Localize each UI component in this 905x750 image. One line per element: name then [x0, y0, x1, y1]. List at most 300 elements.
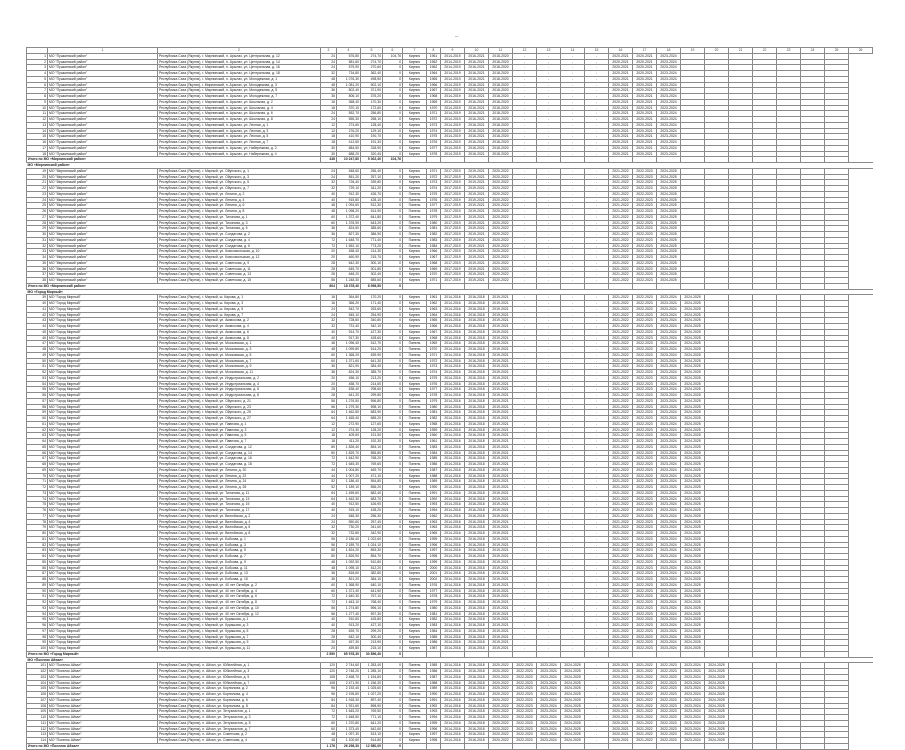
data-cell: 1 186,40 [337, 479, 361, 485]
data-cell: 40 [321, 335, 337, 341]
data-cell: 2017-2019 [441, 249, 465, 255]
data-cell: 2019-2021 [489, 577, 513, 583]
data-cell: 1995 [427, 720, 441, 726]
data-cell: 254,90 [361, 312, 383, 318]
data-cell: 0 [383, 122, 403, 128]
data-cell: 2024-2025 [561, 715, 585, 721]
data-cell: - [537, 243, 561, 249]
data-cell: - [585, 249, 609, 255]
data-cell: - [585, 410, 609, 416]
data-cell: - [585, 260, 609, 266]
data-cell: - [537, 352, 561, 358]
data-cell: - [561, 255, 585, 261]
data-cell: 16 [321, 301, 337, 307]
data-cell: 1965 [427, 318, 441, 324]
municipality-cell: МО "Город Мирный" [48, 513, 158, 519]
data-cell: - [561, 444, 585, 450]
data-cell: 824,30 [337, 370, 361, 376]
data-cell: 2021-2022 [609, 404, 633, 410]
data-cell: 2018-2020 [489, 111, 513, 117]
data-cell: Кирпич [403, 738, 427, 744]
data-cell: 215,10 [361, 646, 383, 652]
municipality-cell: МО "Город Мирный" [48, 577, 158, 583]
data-cell: Кирпич [403, 732, 427, 738]
data-cell: Кирпич [403, 76, 427, 82]
row-number: 90 [27, 588, 48, 594]
data-cell: 36 [321, 577, 337, 583]
data-cell: 2022-2023 [633, 490, 657, 496]
data-cell: 773,20 [361, 243, 383, 249]
data-cell: 2019-2021 [489, 611, 513, 617]
data-cell: 2019-2021 [489, 554, 513, 560]
data-cell: 1 648,70 [337, 237, 361, 243]
data-cell: 2020-2021 [633, 71, 657, 77]
data-cell: - [585, 709, 609, 715]
data-cell: 2022-2023 [633, 433, 657, 439]
data-cell: 2021-2022 [609, 375, 633, 381]
data-cell: 2024-2025 [705, 663, 729, 669]
data-cell: 28 [321, 260, 337, 266]
data-cell: 2014-2016 [441, 605, 465, 611]
data-cell: 2024-2025 [681, 387, 705, 393]
data-cell: 2022-2023 [633, 387, 657, 393]
data-cell: 1961 [427, 295, 441, 301]
data-cell: 2023-2024 [681, 680, 705, 686]
data-cell: - [585, 226, 609, 232]
data-cell: 2023-2024 [657, 128, 681, 134]
data-cell: 2022-2023 [633, 312, 657, 318]
data-cell: 2014-2016 [441, 594, 465, 600]
data-cell: 190,70 [361, 134, 383, 140]
data-cell: 40 [321, 508, 337, 514]
data-cell: 2019-2021 [465, 226, 489, 232]
address-cell: Республика Саха (Якутия), г. Мирный, ул. Павлова, д. 1 [158, 421, 321, 427]
data-cell: 12 [321, 421, 337, 427]
data-cell: - [561, 502, 585, 508]
data-cell: - [513, 197, 537, 203]
data-cell: 915,80 [337, 197, 361, 203]
data-cell: 2023-2024 [657, 525, 681, 531]
data-cell: 2024-2025 [705, 715, 729, 721]
address-cell: Республика Саха (Якутия), г. Мирный, ул. Бобкова, д. 9 [158, 559, 321, 565]
data-cell: 2023-2024 [657, 306, 681, 312]
data-cell: 1 370,80 [337, 720, 361, 726]
data-cell: 28 [321, 393, 337, 399]
data-cell: 2014-2016 [441, 467, 465, 473]
data-cell: 2019-2021 [489, 571, 513, 577]
municipality-cell: МО "Пушкинский район" [48, 151, 158, 157]
data-cell: - [513, 467, 537, 473]
data-cell: 2014-2016 [441, 496, 465, 502]
data-cell: - [537, 646, 561, 652]
data-cell: 2023-2024 [657, 410, 681, 416]
data-cell: 2020-2022 [489, 243, 513, 249]
data-cell: - [561, 329, 585, 335]
data-cell: - [561, 605, 585, 611]
data-cell: 2017-2019 [441, 209, 465, 215]
data-cell: 2021-2022 [609, 203, 633, 209]
data-cell: 767,10 [361, 594, 383, 600]
data-cell: 1968 [427, 94, 441, 100]
data-cell: - [585, 312, 609, 318]
data-cell: 1 274,80 [337, 605, 361, 611]
data-cell: 2024-2025 [681, 335, 705, 341]
address-cell: Республика Саха (Якутия), г. Мирный, ул. Солдатова, д. 2 [158, 232, 321, 238]
address-cell: Республика Саха (Якутия), г. Мирный, ул. Солдатова, д. 16 [158, 456, 321, 462]
data-cell: - [561, 554, 585, 560]
data-cell: 2019-2021 [489, 439, 513, 445]
data-cell: - [561, 122, 585, 128]
total-row [27, 743, 873, 749]
data-cell: - [585, 197, 609, 203]
data-cell: 0 [383, 191, 403, 197]
data-cell: 2024-2025 [657, 226, 681, 232]
data-cell: 0 [383, 456, 403, 462]
row-number: 50 [27, 358, 48, 364]
data-cell: 40 [321, 329, 337, 335]
row-number: 97 [27, 628, 48, 634]
data-cell: 0 [383, 600, 403, 606]
data-cell: - [537, 180, 561, 186]
data-cell: 2023-2024 [681, 720, 705, 726]
total-cell: 18 378,40 [337, 283, 361, 289]
data-cell: - [585, 278, 609, 284]
data-cell: 1983 [427, 444, 441, 450]
data-cell: 213,20 [361, 375, 383, 381]
data-cell: 2022-2023 [633, 444, 657, 450]
data-cell: 2014-2019 [441, 117, 465, 123]
data-cell: 2016-2018 [465, 605, 489, 611]
address-cell: Республика Саха (Якутия), п. Айхал, ул. Советская, д. 4 [158, 738, 321, 744]
row-number: 62 [27, 427, 48, 433]
header-number-cell: 2 [158, 48, 321, 54]
data-cell: 1993 [427, 502, 441, 508]
data-cell: - [513, 174, 537, 180]
data-cell: 2019-2021 [489, 548, 513, 554]
data-cell: 1996 [427, 726, 441, 732]
data-cell: 2017-2019 [441, 278, 465, 284]
municipality-cell: МО "Город Мирный" [48, 375, 158, 381]
data-cell: 0 [383, 439, 403, 445]
data-cell: - [537, 427, 561, 433]
data-cell: 2019-2021 [489, 347, 513, 353]
data-cell: 0 [383, 646, 403, 652]
municipality-cell: МО "Город Мирный" [48, 554, 158, 560]
data-cell: 2022-2023 [633, 502, 657, 508]
data-cell: 2016-2018 [465, 485, 489, 491]
address-cell: Республика Саха (Якутия), г. Мирный, ул. Комсомольская, д. 10 [158, 249, 321, 255]
row-number: 6 [27, 82, 48, 88]
data-cell: - [537, 628, 561, 634]
data-cell: 2021-2022 [609, 502, 633, 508]
address-cell: Республика Саха (Якутия), г. Мирный, ул. Тихонова, д. 15 [158, 502, 321, 508]
total-cell [513, 743, 537, 749]
data-cell: - [537, 398, 561, 404]
data-cell: 0 [383, 105, 403, 111]
data-cell: Кирпич [403, 427, 427, 433]
data-cell: 1998 [427, 738, 441, 744]
data-cell: 2014-2019 [441, 94, 465, 100]
row-number: 5 [27, 76, 48, 82]
data-cell: 0 [383, 347, 403, 353]
data-cell: 24 [321, 53, 337, 59]
data-cell: - [561, 410, 585, 416]
data-cell: 2024-2025 [681, 312, 705, 318]
header-number-cell: 11 [489, 48, 513, 54]
address-cell: Республика Саха (Якутия), г. Мирный, ул. Солдатова, д. 4 [158, 237, 321, 243]
data-cell: 2024-2025 [681, 600, 705, 606]
data-cell: - [513, 209, 537, 215]
data-cell: 0 [383, 490, 403, 496]
data-cell: - [585, 335, 609, 341]
data-cell: 2024-2025 [657, 243, 681, 249]
municipality-cell: МО "Город Мирный" [48, 628, 158, 634]
data-cell: 299,80 [361, 393, 383, 399]
data-cell: 2014-2016 [441, 669, 465, 675]
data-cell: 2023-2024 [681, 732, 705, 738]
data-cell: 768,20 [361, 456, 383, 462]
data-cell: 0 [383, 197, 403, 203]
data-cell: 386,90 [361, 232, 383, 238]
data-cell: 2020-2021 [633, 134, 657, 140]
data-cell: 2022-2023 [513, 720, 537, 726]
data-cell: 2016-2018 [465, 479, 489, 485]
data-cell: 2016-2018 [465, 697, 489, 703]
data-cell: 2020-2021 [609, 697, 633, 703]
data-cell: 60 [321, 720, 337, 726]
data-cell: 2014-2016 [441, 341, 465, 347]
data-cell: 2016-2021 [465, 145, 489, 151]
data-cell: 1972 [427, 174, 441, 180]
data-cell: 2024-2025 [705, 738, 729, 744]
data-cell: - [537, 617, 561, 623]
data-cell: - [561, 617, 585, 623]
data-cell: 2020-2021 [633, 111, 657, 117]
data-cell: - [537, 588, 561, 594]
data-cell: 2021-2022 [609, 588, 633, 594]
data-cell: 2016-2021 [465, 151, 489, 157]
data-cell: - [513, 191, 537, 197]
address-cell: Республика Саха (Якутия), г. Мирный, ул. Солдатова, д. 18 [158, 462, 321, 468]
data-cell: 2024-2025 [681, 571, 705, 577]
data-cell: 425,80 [361, 617, 383, 623]
data-cell: 48 [321, 732, 337, 738]
data-cell: - [585, 490, 609, 496]
data-cell: 2022-2023 [633, 364, 657, 370]
data-cell: 2020-2021 [609, 76, 633, 82]
data-cell: 2016-2018 [465, 600, 489, 606]
data-cell: 2020-2022 [489, 715, 513, 721]
data-cell: 1 645,20 [337, 709, 361, 715]
data-cell: Кирпич [403, 140, 427, 146]
address-cell: Республика Саха (Якутия), г. Мирный, ул. Ойунского, д. 5 [158, 180, 321, 186]
data-cell: 30 [321, 145, 337, 151]
data-cell: 2016-2018 [465, 427, 489, 433]
data-cell: 28 [321, 266, 337, 272]
data-cell: 20 [321, 255, 337, 261]
municipality-cell: МО "Мирнинский район" [48, 249, 158, 255]
data-cell: - [585, 462, 609, 468]
data-cell: 2020-2022 [489, 232, 513, 238]
row-number: 66 [27, 450, 48, 456]
row-number: 102 [27, 669, 48, 675]
table-body [27, 48, 873, 750]
data-cell: 2020-2022 [489, 209, 513, 215]
data-cell: 36 [321, 88, 337, 94]
data-cell: 2020-2021 [609, 117, 633, 123]
data-cell: - [585, 306, 609, 312]
data-cell: Кирпич [403, 393, 427, 399]
address-cell: Республика Саха (Якутия), г. Мирный, ул. Ленина, д. 4 [158, 197, 321, 203]
data-cell: 409,60 [337, 433, 361, 439]
data-cell: - [513, 456, 537, 462]
data-cell: 2023-2024 [657, 582, 681, 588]
header-number-cell: 16 [609, 48, 633, 54]
data-cell: 2023-2024 [657, 554, 681, 560]
header-number-cell: 13 [537, 48, 561, 54]
data-cell: 2019-2021 [465, 197, 489, 203]
total-cell: 0 [383, 651, 403, 657]
data-cell: 2019-2021 [489, 450, 513, 456]
data-cell: 2016-2018 [465, 513, 489, 519]
data-cell: 2024-2025 [681, 329, 705, 335]
data-cell: 641,30 [361, 358, 383, 364]
data-cell: 2021-2022 [609, 444, 633, 450]
data-cell: - [537, 559, 561, 565]
data-cell: 2019-2021 [465, 237, 489, 243]
municipality-cell: МО "Город Мирный" [48, 542, 158, 548]
data-cell: 0 [383, 571, 403, 577]
data-cell: 2020-2022 [489, 686, 513, 692]
data-cell: 2014-2016 [441, 536, 465, 542]
address-cell: Республика Саха (Якутия), г. Мирный, ул. Комсомольская, д. 12 [158, 255, 321, 261]
data-cell: - [537, 151, 561, 157]
data-cell: 40 [321, 197, 337, 203]
data-cell: 2014-2016 [441, 508, 465, 514]
data-cell: 2022-2023 [633, 416, 657, 422]
data-cell: 2019-2021 [489, 542, 513, 548]
data-cell: 80 [321, 548, 337, 554]
data-cell: 1993 [427, 709, 441, 715]
row-number: 105 [27, 686, 48, 692]
data-cell: 641,50 [361, 588, 383, 594]
municipality-cell: МО "Город Мирный" [48, 634, 158, 640]
data-cell: 2014-2016 [441, 726, 465, 732]
municipality-cell: МО "Город Мирный" [48, 473, 158, 479]
data-cell: 2022-2023 [633, 559, 657, 565]
data-cell: 0 [383, 531, 403, 537]
row-number: 7 [27, 88, 48, 94]
data-cell: 0 [383, 513, 403, 519]
row-number: 72 [27, 485, 48, 491]
data-cell: 0 [383, 519, 403, 525]
data-cell: Кирпич [403, 565, 427, 571]
address-cell: Республика Саха (Якутия), г. Мирный, ул. Курашова, д. 9 [158, 640, 321, 646]
municipality-cell: МО "Поселок Айхал" [48, 692, 158, 698]
municipality-cell: МО "Город Мирный" [48, 370, 158, 376]
data-cell: - [513, 433, 537, 439]
data-cell: 2017-2019 [441, 243, 465, 249]
data-cell: 2024-2025 [681, 628, 705, 634]
total-cell [537, 743, 561, 749]
data-cell: - [585, 450, 609, 456]
data-cell: 2019-2021 [489, 404, 513, 410]
municipality-cell: МО "Город Мирный" [48, 479, 158, 485]
data-cell: 2023-2024 [537, 674, 561, 680]
data-cell: 2021-2022 [609, 335, 633, 341]
row-number: 14 [27, 128, 48, 134]
data-cell: 1990 [427, 485, 441, 491]
data-cell: 2019-2021 [489, 295, 513, 301]
data-cell: 2020-2021 [633, 105, 657, 111]
data-cell: Панель [403, 692, 427, 698]
data-cell: 2021-2022 [633, 726, 657, 732]
data-cell: 2023-2024 [657, 531, 681, 537]
data-cell: 64 [321, 490, 337, 496]
row-number: 43 [27, 318, 48, 324]
data-cell: - [513, 128, 537, 134]
data-cell: 2024-2025 [657, 203, 681, 209]
address-cell: Республика Саха (Якутия), п. Айхал, ул. Энтузиастов, д. 1 [158, 709, 321, 715]
data-cell: 2019-2021 [465, 266, 489, 272]
data-cell: - [513, 53, 537, 59]
data-cell: 2000 [427, 565, 441, 571]
data-cell: 642,60 [361, 726, 383, 732]
data-cell: Кирпич [403, 186, 427, 192]
data-cell: 2016-2018 [465, 467, 489, 473]
data-cell: - [513, 352, 537, 358]
address-cell: Республика Саха (Якутия), г. Мирный, ул. Ленина, д. 8 [158, 209, 321, 215]
municipality-cell: МО "Мирнинский район" [48, 278, 158, 284]
data-cell: 2019-2021 [489, 462, 513, 468]
data-cell: 2019-2021 [489, 341, 513, 347]
data-cell: 2023-2024 [681, 697, 705, 703]
data-cell: - [585, 485, 609, 491]
data-cell: 2023-2024 [657, 134, 681, 140]
data-cell: 2023-2024 [657, 364, 681, 370]
data-cell: - [513, 496, 537, 502]
data-cell: 12 [321, 427, 337, 433]
header-number-cell: 5 [361, 48, 383, 54]
row-number: 87 [27, 571, 48, 577]
data-cell: 40 [321, 502, 337, 508]
data-cell: 2021-2022 [609, 525, 633, 531]
address-cell: Республика Саха (Якутия), п. Айхал, ул. Корнилова, д. 8 [158, 703, 321, 709]
municipality-cell: МО "Пушкинский район" [48, 111, 158, 117]
data-cell: 64 [321, 496, 337, 502]
data-cell: Панель [403, 542, 427, 548]
data-cell: - [585, 674, 609, 680]
total-cell [705, 743, 729, 749]
address-cell: Республика Саха (Якутия), г. Мирнинский, п. Арылах, ул. Лесная, д. 1 [158, 122, 321, 128]
data-cell: 24 [321, 117, 337, 123]
data-cell: 2024-2025 [657, 278, 681, 284]
data-cell: 2019-2021 [465, 209, 489, 215]
data-cell: 2023-2024 [657, 324, 681, 330]
data-cell: 2019-2021 [465, 203, 489, 209]
data-cell: 0 [383, 536, 403, 542]
data-cell: - [585, 600, 609, 606]
data-cell: 1989 [427, 686, 441, 692]
data-cell: Панель [403, 370, 427, 376]
data-cell: - [561, 272, 585, 278]
total-cell: 1 176 [321, 743, 337, 749]
data-cell: 64 [321, 416, 337, 422]
data-cell: 1973 [427, 364, 441, 370]
data-cell: - [561, 335, 585, 341]
address-cell: Республика Саха (Якутия), г. Мирный, ул. Тихонова, д. 5 [158, 226, 321, 232]
data-cell: - [561, 421, 585, 427]
